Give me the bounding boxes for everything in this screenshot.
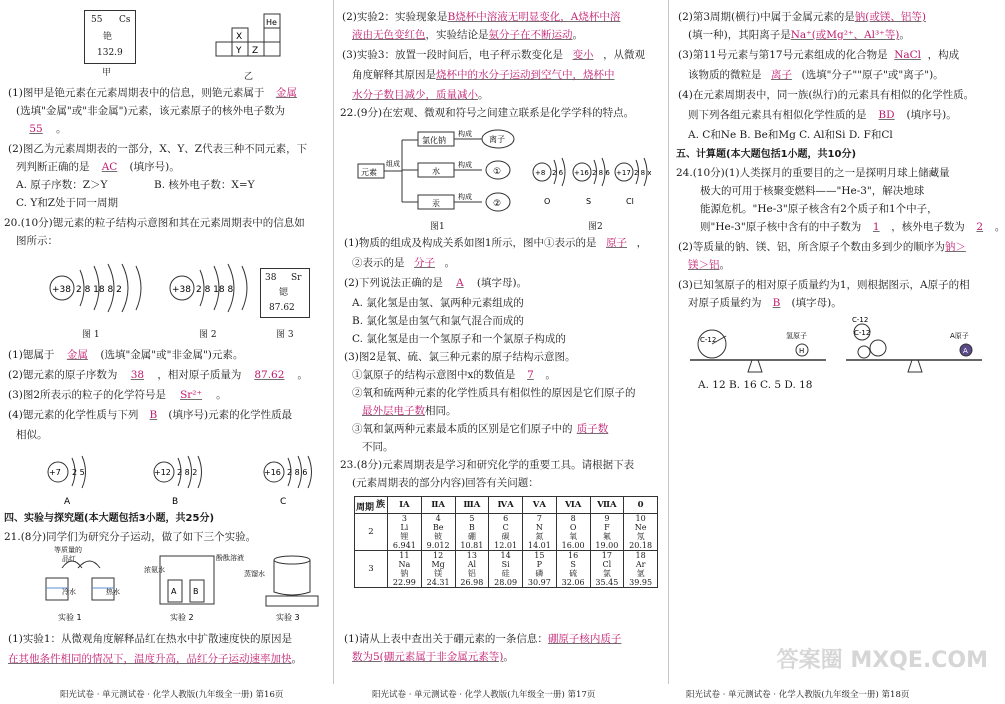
element-symbol: Al xyxy=(467,560,477,569)
element-name: 氖 xyxy=(636,532,645,541)
exp3-label: 蒸馏水 xyxy=(244,570,265,578)
diagram-make-3: 构成 xyxy=(458,193,472,201)
q19-2-line2: 列判断正确的是 AC (填序号)。 xyxy=(16,161,180,173)
element-symbol: Li xyxy=(400,523,409,532)
answer: 原子 xyxy=(606,237,628,249)
answer: 分子 xyxy=(414,257,435,269)
element-mass: 16.00 xyxy=(561,541,585,550)
element-number: 12 xyxy=(433,551,444,560)
sr-symbol: Sr xyxy=(291,273,302,283)
o-shells: 2 6 xyxy=(552,169,564,177)
cl-shells: 2 8 x xyxy=(634,169,652,177)
element-symbol: F xyxy=(604,523,610,532)
sr-atomic-number: 38 xyxy=(265,273,277,283)
o-nucleus: +8 xyxy=(535,169,546,177)
q23-stem-2: (元素周期表的部分内容)回答有关问题： xyxy=(352,477,539,489)
element-mass: 22.99 xyxy=(392,578,416,587)
element-symbol: O xyxy=(569,523,577,532)
q21-1-line2: 在其他条件相同的情况下，温度升高，品红分子运动速率加快。 xyxy=(8,653,302,665)
q22-3: (3)图2是氧、硫、氯三种元素的原子结构示意图。 xyxy=(344,351,576,363)
sr-atom-diagram xyxy=(44,256,154,326)
diagram-mercury: 汞 xyxy=(432,199,440,208)
element-symbol: Ar xyxy=(635,560,646,569)
diagram-compose: 组成 xyxy=(386,160,400,168)
opt-label-a: A xyxy=(64,497,71,507)
q24-1: 则"He-3"原子核中含有的中子数为 1 ，核外电子数为 2 。 xyxy=(700,221,1005,233)
element-cell xyxy=(421,514,455,551)
element-name: 氟 xyxy=(602,532,611,541)
answer: 镁＞铝 xyxy=(688,259,720,271)
q24-stem-3: 能源危机。"He-3"原子核含有2个质子和1个中子， xyxy=(700,203,938,215)
element-cell xyxy=(455,551,489,588)
answer: B xyxy=(149,409,158,421)
q19-option-c: C. Y和Z处于同一周期 xyxy=(16,197,119,209)
element-mass: 14.01 xyxy=(527,541,551,550)
element-cell xyxy=(388,514,422,551)
beaker-a: A xyxy=(171,587,177,596)
q19-option-a: A. 原子序数：Z＞Y xyxy=(16,179,108,191)
cl-nucleus: +17 xyxy=(616,169,631,177)
answer: 87.62 xyxy=(254,369,285,381)
element-name: 硫 xyxy=(569,569,578,578)
q23-2-line1: (2)第3周期(横行)中属于金属元素的是钠(或镁、铝等) xyxy=(678,11,926,23)
watermark: 答案圈 MXQE.COM xyxy=(776,648,988,673)
element-number: 9 xyxy=(604,514,610,523)
answer: 数为5(硼元素属于非金属元素等) xyxy=(352,651,504,663)
period-label: 3 xyxy=(355,551,388,588)
q22-stem: 22.(9分)在宏观、微观和符号之间建立联系是化学学科的特点。 xyxy=(340,107,635,119)
element-number: 17 xyxy=(601,551,612,560)
element-name: 锂 xyxy=(400,532,409,541)
balance-h-label: 氢原子 xyxy=(786,332,807,340)
q23-3-line1: (3)第11号元素与第17号元素组成的化合物是 NaCl ，构成 xyxy=(678,49,960,61)
q23-stem-1: 23.(8分)元素周期表是学习和研究化学的重要工具。请根据下表 xyxy=(340,459,635,471)
q23-3-line2: 该物质的微粒是 离子 (选填"分子""原子"或"离子")。 xyxy=(688,69,944,81)
opt-c-shells: 2 8 6 xyxy=(287,468,308,477)
element-number: 16 xyxy=(568,551,579,560)
exp1-label-1: 等质量的 xyxy=(54,546,82,554)
balance-c12-1: C-12 xyxy=(700,336,717,344)
fig-caption-1: 图 1 xyxy=(82,330,100,340)
q20-4-line1: (4)锶元素的化学性质与下列 B (填序号)元素的化学性质最 xyxy=(8,409,293,421)
q24-2-line1: (2)等质量的钠、镁、铝，所含原子个数由多到少的顺序为钠＞ xyxy=(678,241,966,253)
element-number: 7 xyxy=(536,514,542,523)
q23-1-line2: 数为5(硼元素属于非金属元素等)。 xyxy=(352,651,514,663)
q24-3-line2: 对原子质量约为 B (填字母)。 xyxy=(688,297,842,309)
element-number: 6 xyxy=(503,514,509,523)
diagram-ion: 离子 xyxy=(489,135,505,144)
element-cell xyxy=(388,551,422,588)
element-name: 钠 xyxy=(400,569,409,578)
diagram-fig1: 图1 xyxy=(430,222,445,232)
fig-label-yi: 乙 xyxy=(244,72,254,82)
answer: 38 xyxy=(130,369,145,381)
diagram-make-1: 构成 xyxy=(458,130,472,138)
s-label: S xyxy=(586,197,592,206)
exp2-ammonia: 浓氨水 xyxy=(144,566,165,574)
group-header: ⅤA xyxy=(523,497,557,514)
page-16 xyxy=(4,6,326,684)
diagram-nacl: 氯化钠 xyxy=(422,136,446,145)
answer: AC xyxy=(101,161,118,173)
exp2-phenol: 酚酞溶液 xyxy=(216,554,244,562)
balance-c12-3: C-12 xyxy=(854,329,871,337)
q21-2-line1: (2)实验2：实验现象是B烧杯中溶液无明显变化，A烧杯中溶 xyxy=(342,11,621,23)
cs-atomic-number: 55 xyxy=(91,15,103,25)
element-cell xyxy=(523,514,557,551)
element-name: 氯 xyxy=(602,569,611,578)
footer-page-17: 阳光试卷 · 单元测试卷 · 化学人教版(九年级全一册) 第17页 xyxy=(372,690,596,700)
page-17 xyxy=(340,6,662,684)
opt-b-shells: 2 8 2 xyxy=(177,468,198,477)
o-label: O xyxy=(544,197,551,206)
q24-3-line1: (3)已知氢原子的相对原子质量约为1，则根据图示，A原子的相 xyxy=(678,279,970,291)
opt-label-b: B xyxy=(172,497,179,507)
opt-c-nucleus: +16 xyxy=(264,468,281,477)
group-header: ⅥA xyxy=(556,497,590,514)
element-number: 11 xyxy=(399,551,410,560)
periodic-table xyxy=(354,496,658,588)
grid-z: Z xyxy=(252,46,259,56)
element-cell xyxy=(556,551,590,588)
q22-3-1: ①氯原子的结构示意图中x的数值是 7 。 xyxy=(352,369,556,381)
fig1-shells: 2 8 18 8 2 xyxy=(76,285,122,295)
grid-x: X xyxy=(236,32,243,42)
element-mass: 30.97 xyxy=(527,578,551,587)
element-mass: 28.09 xyxy=(494,578,518,587)
exp1-cold: 冷水 xyxy=(62,588,76,596)
element-cell xyxy=(624,514,658,551)
sr-mass: 87.62 xyxy=(269,303,295,313)
period-label: 2 xyxy=(355,514,388,551)
fig1-nucleus: +38 xyxy=(52,285,71,295)
answer: Na⁺(或Mg²⁺、Al³⁺等) xyxy=(790,29,900,41)
element-number: 13 xyxy=(466,551,477,560)
element-mass: 19.00 xyxy=(595,541,619,550)
answer: 钠＞ xyxy=(944,241,966,253)
answer: B xyxy=(772,297,781,309)
cl-label: Cl xyxy=(626,197,634,206)
answer: 液由无色变红色 xyxy=(352,29,426,41)
s-nucleus: +16 xyxy=(574,169,589,177)
answer: 金属 xyxy=(66,349,88,361)
opt-label-c: C xyxy=(280,497,287,507)
period-row-3 xyxy=(355,551,658,588)
element-symbol: S xyxy=(570,560,576,569)
q21-3-line3: 水分子数目减少，质量减小。 xyxy=(352,89,489,101)
page-18 xyxy=(676,6,1005,684)
s-shells: 2 8 6 xyxy=(592,169,610,177)
sr-name: 锶 xyxy=(279,288,289,298)
element-symbol: C xyxy=(502,523,509,532)
period-row-2 xyxy=(355,514,658,551)
element-symbol: Si xyxy=(501,560,510,569)
column-divider xyxy=(333,0,334,684)
fig-label-jia: 甲 xyxy=(102,68,112,78)
group-header: ⅡA xyxy=(421,497,455,514)
corner-group: 族 xyxy=(375,500,385,510)
answer: Sr²⁺ xyxy=(180,389,203,401)
opt-a-nucleus: +7 xyxy=(49,468,61,477)
answer: 7 xyxy=(527,369,534,381)
periodic-grid-yi xyxy=(216,14,286,70)
element-name: 氧 xyxy=(569,532,578,541)
q22-1-line2: ②表示的是 分子 。 xyxy=(352,257,455,269)
q20-stem-2: 图所示： xyxy=(16,235,58,247)
column-divider xyxy=(668,0,669,684)
element-symbol: Na xyxy=(398,560,411,569)
group-header: ⅣA xyxy=(489,497,523,514)
grid-he: He xyxy=(266,18,277,27)
opt-b-nucleus: +12 xyxy=(154,468,171,477)
element-symbol: N xyxy=(535,523,543,532)
fig2-nucleus: +38 xyxy=(172,285,191,295)
answer: 2 xyxy=(976,221,984,233)
q22-3-2-line2: 最外层电子数相同。 xyxy=(362,405,457,417)
element-mass: 6.941 xyxy=(392,541,416,550)
q20-stem-1: 20.(10分)锶元素的粒子结构示意图和其在元素周期表中的信息如 xyxy=(4,217,305,229)
answer: 在其他条件相同的情况下，温度升高，品红分子运动速率加快 xyxy=(8,653,292,665)
q23-4-line2: 则下列各组元素具有相似化学性质的是 BD (填序号)。 xyxy=(688,109,957,121)
balance-c12-2: C-12 xyxy=(852,316,869,324)
opt-a-shells: 2 5 xyxy=(72,468,85,477)
element-number: 4 xyxy=(435,514,441,523)
balance-a: A xyxy=(963,347,968,355)
diagram-fig2: 图2 xyxy=(588,222,603,232)
answer: NaCl xyxy=(894,49,922,61)
group-header: ⅦA xyxy=(590,497,624,514)
answer: BD xyxy=(878,109,895,121)
diagram-circle-1: ① xyxy=(493,167,502,177)
q19-1-line1: (1)图甲是铯元素在元素周期表中的信息，则铯元素属于 金属 xyxy=(8,86,308,100)
element-cell xyxy=(590,514,624,551)
q23-1-line1: (1)请从上表中查出关于硼元素的一条信息：硼原子核内质子 xyxy=(344,633,622,645)
element-symbol: Be xyxy=(432,523,444,532)
cs-symbol: Cs xyxy=(119,15,131,25)
element-mass: 20.18 xyxy=(629,541,653,550)
element-cell xyxy=(523,551,557,588)
element-number: 8 xyxy=(570,514,576,523)
group-header: 0 xyxy=(624,497,658,514)
cs-element-card xyxy=(84,10,136,64)
answer: B烧杯中溶液无明显变化，A烧杯中溶 xyxy=(447,11,621,23)
exp1-label-2: 品红 xyxy=(62,555,76,563)
q24-3-options: A. 12 B. 16 C. 5 D. 18 xyxy=(698,379,813,391)
element-cell xyxy=(455,514,489,551)
q23-2-line2: (填一种)，其阳离子是Na⁺(或Mg²⁺、Al³⁺等)。 xyxy=(688,29,910,41)
group-header: ⅢA xyxy=(455,497,489,514)
section-5-heading: 五、计算题(本大题包括1小题，共10分) xyxy=(676,149,857,160)
element-mass: 26.98 xyxy=(460,578,484,587)
composition-diagram xyxy=(358,126,528,218)
element-number: 14 xyxy=(500,551,511,560)
answer: 硼原子核内质子 xyxy=(547,633,622,645)
element-name: 硼 xyxy=(467,532,476,541)
element-name: 硅 xyxy=(501,569,510,578)
answer: 1 xyxy=(872,221,880,233)
sr-element-card xyxy=(260,268,310,318)
element-name: 铍 xyxy=(434,532,443,541)
q22-option-a: A. 氯化氢是由氢、氯两种元素组成的 xyxy=(352,297,524,309)
element-mass: 39.95 xyxy=(629,578,653,587)
element-cell xyxy=(624,551,658,588)
o-s-cl-diagrams xyxy=(530,152,660,218)
element-name: 磷 xyxy=(535,569,544,578)
diagram-circle-2: ② xyxy=(493,199,502,209)
fig-caption-2: 图 2 xyxy=(199,330,217,340)
q19-2-line1: (2)图乙为元素周期表的一部分，X、Y、Z代表三种不同元素，下 xyxy=(8,143,308,155)
element-symbol: B xyxy=(468,523,475,532)
element-number: 18 xyxy=(635,551,646,560)
q24-2-line2: 镁＞铝。 xyxy=(688,259,730,271)
q23-4-line1: (4)在元素周期表中，同一族(纵行)的元素具有相似的化学性质。 xyxy=(678,89,975,101)
answer: 变小 xyxy=(572,49,594,61)
cs-mass: 132.9 xyxy=(97,48,123,58)
section-4-heading: 四、实验与探究题(本大题包括3小题，共25分) xyxy=(4,513,215,524)
q20-1: (1)锶属于 金属 (选填"金属"或"非金属")元素。 xyxy=(8,349,244,361)
footer-page-18: 阳光试卷 · 单元测试卷 · 化学人教版(九年级全一册) 第18页 xyxy=(686,690,910,700)
element-cell xyxy=(489,551,523,588)
element-symbol: Ne xyxy=(634,523,647,532)
element-mass: 9.012 xyxy=(426,541,450,550)
option-atoms xyxy=(44,450,324,508)
element-symbol: P xyxy=(536,560,543,569)
q21-3-line2: 角度解释其原因是烧杯中的水分子运动到空气中，烧杯中 xyxy=(352,69,615,81)
q20-2: (2)锶元素的原子序数为 38 ，相对原子质量为 87.62 。 xyxy=(8,369,308,381)
q20-3: (3)图2所表示的粒子的化学符号是 Sr²⁺ 。 xyxy=(8,389,227,401)
answer: 55 xyxy=(29,123,43,135)
answer: 水分子数目减少，质量减小 xyxy=(352,89,478,101)
experiment-diagrams xyxy=(32,548,322,624)
balance-a-label: A原子 xyxy=(950,332,969,340)
q19-option-b: B. 核外电子数：X=Y xyxy=(154,179,255,191)
element-number: 15 xyxy=(534,551,545,560)
element-mass: 10.81 xyxy=(460,541,484,550)
element-number: 3 xyxy=(401,514,407,523)
element-name: 铝 xyxy=(467,569,476,578)
corner-period: 周期 xyxy=(356,503,375,513)
cs-name: 铯 xyxy=(103,32,113,42)
element-symbol: Mg xyxy=(431,560,445,569)
grid-y: Y xyxy=(236,46,242,56)
answer: 金属 xyxy=(275,87,297,99)
q19-1-line2: (选填"金属"或"非金属")元素，该元素原子的核外电子数为 xyxy=(16,105,286,117)
exp-caption-3: 实验 3 xyxy=(276,613,300,622)
answer: 氨分子在不断运动 xyxy=(488,29,573,41)
element-cell xyxy=(556,514,590,551)
answer: 离子 xyxy=(771,69,792,81)
balance-diagrams xyxy=(686,314,986,376)
sr-ion-diagram xyxy=(164,256,264,326)
q24-stem-2: 极大的可用于核聚变燃料——"He-3"，解决地球 xyxy=(700,185,925,197)
element-mass: 12.01 xyxy=(494,541,518,550)
q22-1-line1: (1)物质的组成及构成关系如图1所示，图中①表示的是 原子 ， xyxy=(344,237,648,249)
diagram-make-2: 构成 xyxy=(458,161,472,169)
answer: 最外层电子数 xyxy=(362,405,425,417)
table-corner xyxy=(355,497,388,514)
element-cell xyxy=(421,551,455,588)
element-mass: 32.06 xyxy=(561,578,585,587)
q21-1-line1: (1)实验1：从微观角度解释品红在热水中扩散速度快的原因是 xyxy=(8,633,293,645)
element-name: 氮 xyxy=(535,532,544,541)
q21-2-line2: 液由无色变红色，实验结论是氨分子在不断运动。 xyxy=(352,29,583,41)
answer: A xyxy=(456,277,464,289)
element-cell xyxy=(489,514,523,551)
q20-4-line2: 相似。 xyxy=(16,429,48,441)
element-symbol: Cl xyxy=(602,560,612,569)
fig2-shells: 2 8 18 8 xyxy=(196,285,234,295)
element-name: 碳 xyxy=(501,532,510,541)
element-cell xyxy=(590,551,624,588)
fig-caption-3: 图 3 xyxy=(276,330,294,340)
answer: 质子数 xyxy=(576,423,609,435)
group-header: ⅠA xyxy=(388,497,422,514)
exp-caption-1: 实验 1 xyxy=(58,613,82,622)
q22-3-2-line1: ②氧和硫两种元素的化学性质具有相似性的原因是它们原子的 xyxy=(352,387,636,399)
diagram-water: 水 xyxy=(432,167,440,176)
element-number: 5 xyxy=(469,514,475,523)
element-mass: 35.45 xyxy=(595,578,619,587)
q22-3-3-line1: ③氧和氯两种元素最本质的区别是它们原子中的 质子数 xyxy=(352,422,613,436)
q21-3-line1: (3)实验3：放置一段时间后，电子秤示数变化是 变小 ，从微观 xyxy=(342,49,646,61)
element-name: 镁 xyxy=(434,569,443,578)
footer-page-16: 阳光试卷 · 单元测试卷 · 化学人教版(九年级全一册) 第16页 xyxy=(60,690,284,700)
q22-option-b: B. 氯化氢是由氢气和氯气混合而成的 xyxy=(352,315,524,327)
q24-stem-1: 24.(10分)(1)人类探月的重要目的之一是探明月球上储藏量 xyxy=(676,167,950,179)
q23-4-options: A. C和Ne B. Be和Mg C. Al和Si D. F和Cl xyxy=(688,129,893,141)
q22-2: (2)下列说法正确的是 A (填字母)。 xyxy=(344,277,528,289)
exp-caption-2: 实验 2 xyxy=(170,613,194,622)
balance-h: H xyxy=(799,347,805,355)
answer: 钠(或镁、铝等) xyxy=(854,11,926,23)
q22-3-3-line2: 不同。 xyxy=(362,441,394,453)
diagram-element: 元素 xyxy=(361,168,377,177)
exp1-hot: 热水 xyxy=(106,588,120,596)
element-name: 氩 xyxy=(636,569,645,578)
q19-1-line3: 55 。 xyxy=(16,122,67,136)
q22-option-c: C. 氯化氢是由一个氢原子和一个氯原子构成的 xyxy=(352,333,566,345)
q21-stem: 21.(8分)同学们为研究分子运动，做了如下三个实验。 xyxy=(4,531,257,543)
element-number: 10 xyxy=(635,514,646,523)
element-mass: 24.31 xyxy=(426,578,450,587)
answer: 烧杯中的水分子运动到空气中，烧杯中 xyxy=(436,69,615,81)
beaker-b: B xyxy=(193,587,199,596)
